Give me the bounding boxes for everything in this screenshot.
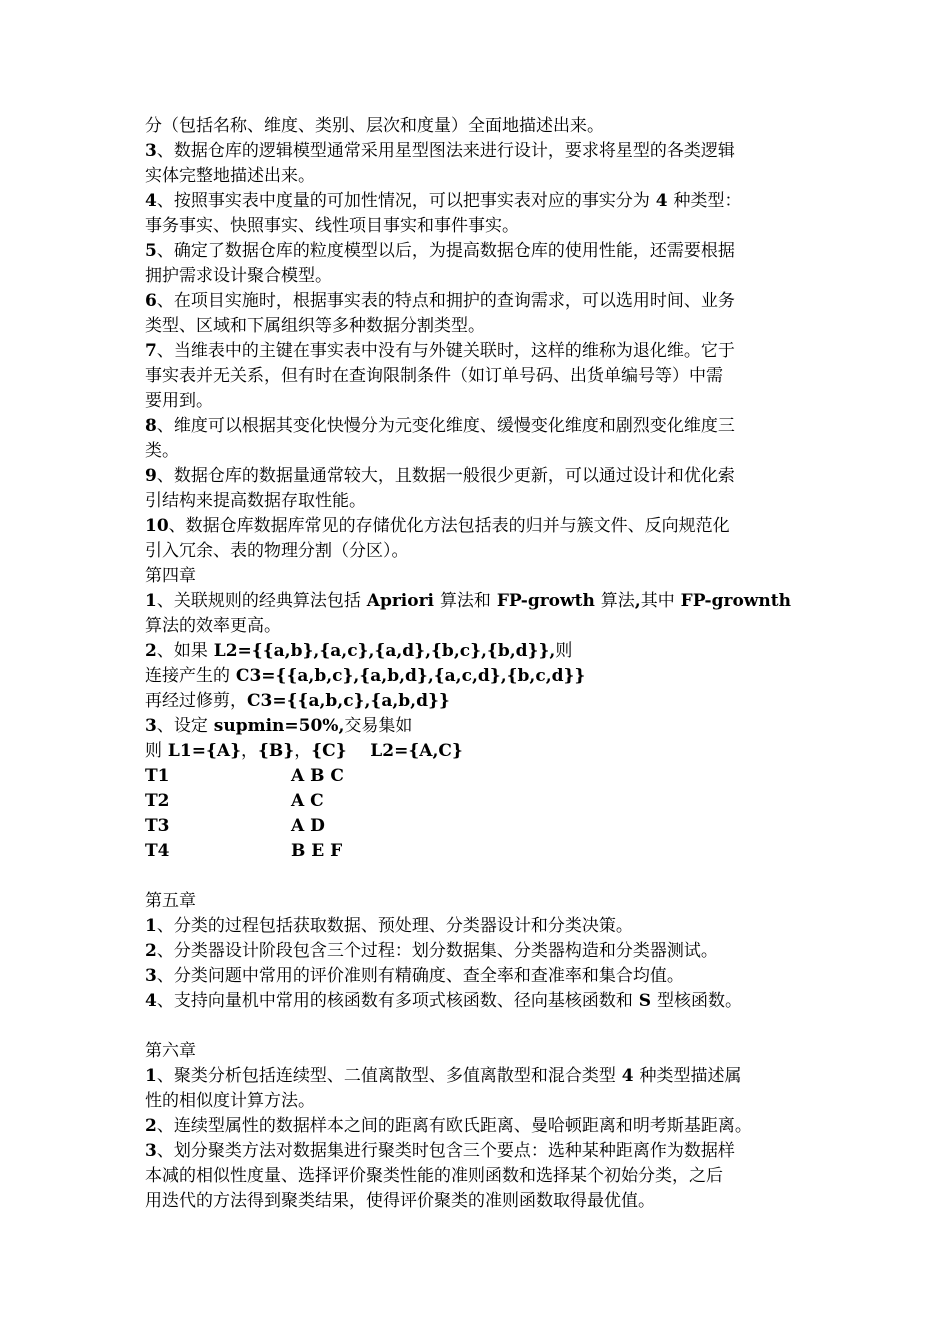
transaction-row xyxy=(145,839,810,864)
spacer xyxy=(145,864,810,889)
text-line: 事实表并无关系，但有时在查询限制条件（如订单号码、出货单编号等）中需 xyxy=(145,366,723,386)
text-line: 要用到。 xyxy=(145,391,213,411)
text-line: 2、分类器设计阶段包含三个过程：划分数据集、分类器构造和分类器测试。 xyxy=(145,941,718,961)
text-line: 3、分类问题中常用的评价准则有精确度、查全率和查准率和集合均值。 xyxy=(145,966,684,986)
text-block-chapter6 xyxy=(145,1039,810,1214)
transaction-items: A D xyxy=(291,816,325,836)
text-line: 实体完整地描述出来。 xyxy=(145,166,315,186)
text-line: 性的相似度计算方法。 xyxy=(145,1091,315,1111)
text-block-chapter3 xyxy=(145,114,810,764)
text-line: 分（包括名称、维度、类别、层次和度量）全面地描述出来。 xyxy=(145,116,604,136)
text-line: 6、在项目实施时，根据事实表的特点和拥护的查询需求，可以选用时间、业务 xyxy=(145,291,735,311)
text-line: 5、确定了数据仓库的粒度模型以后，为提高数据仓库的使用性能，还需要根据 xyxy=(145,241,735,261)
text-line: 用迭代的方法得到聚类结果，使得评价聚类的准则函数取得最优值。 xyxy=(145,1191,655,1211)
spacer xyxy=(145,1014,810,1039)
text-line: 7、当维表中的主键在事实表中没有与外键关联时，这样的维称为退化维。它于 xyxy=(145,341,735,361)
text-line: 类型、区域和下属组织等多种数据分割类型。 xyxy=(145,316,485,336)
text-line: 事务事实、快照事实、线性项目事实和事件事实。 xyxy=(145,216,519,236)
text-line: 1、关联规则的经典算法包括 Apriori 算法和 FP-growth 算法,其中 FP-grownth xyxy=(145,591,792,611)
document-page xyxy=(145,114,810,1214)
transaction-id: T3 xyxy=(145,816,170,836)
text-line: 第五章 xyxy=(145,891,196,911)
text-line: 9、数据仓库的数据量通常较大，且数据一般很少更新，可以通过设计和优化索 xyxy=(145,466,735,486)
text-line: 再经过修剪，C3={{a,b,c},{a,b,d}} xyxy=(145,691,450,711)
text-line: 拥护需求设计聚合模型。 xyxy=(145,266,332,286)
transaction-row xyxy=(145,789,810,814)
text-line: 第六章 xyxy=(145,1041,196,1061)
text-line: 引入冗余、表的物理分割（分区）。 xyxy=(145,541,409,561)
text-line: 1、分类的过程包括获取数据、预处理、分类器设计和分类决策。 xyxy=(145,916,633,936)
transaction-row xyxy=(145,814,810,839)
text-line: 3、数据仓库的逻辑模型通常采用星型图法来进行设计，要求将星型的各类逻辑 xyxy=(145,141,735,161)
transaction-id: T1 xyxy=(145,766,170,786)
transaction-items: A B C xyxy=(291,766,344,786)
text-line: 引结构来提高数据存取性能。 xyxy=(145,491,366,511)
text-line: 8、维度可以根据其变化快慢分为元变化维度、缓慢变化维度和剧烈变化维度三 xyxy=(145,416,735,436)
transaction-id: T2 xyxy=(145,791,170,811)
text-line: 算法的效率更高。 xyxy=(145,616,281,636)
text-line: 4、支持向量机中常用的核函数有多项式核函数、径向基核函数和 S 型核函数。 xyxy=(145,991,742,1011)
text-line: 第四章 xyxy=(145,566,196,586)
text-line: 则 L1={A}，{B}，{C} L2={A,C} xyxy=(145,741,463,761)
text-line: 2、如果 L2={{a,b},{a,c},{a,d},{b,c},{b,d}},则 xyxy=(145,641,573,661)
text-line: 连接产生的 C3={{a,b,c},{a,b,d},{a,c,d},{b,c,d}} xyxy=(145,666,586,686)
transaction-id: T4 xyxy=(145,841,170,861)
text-line: 1、聚类分析包括连续型、二值离散型、多值离散型和混合类型 4 种类型描述属 xyxy=(145,1066,742,1086)
text-line: 类。 xyxy=(145,441,179,461)
text-line: 本减的相似性度量、选择评价聚类性能的准则函数和选择某个初始分类，之后 xyxy=(145,1166,723,1186)
transaction-row xyxy=(145,764,810,789)
text-block-chapter5 xyxy=(145,889,810,1014)
text-line: 3、设定 supmin=50%,交易集如 xyxy=(145,716,413,736)
text-line: 10、数据仓库数据库常见的存储优化方法包括表的归并与簇文件、反向规范化 xyxy=(145,516,730,536)
text-line: 2、连续型属性的数据样本之间的距离有欧氏距离、曼哈顿距离和明考斯基距离。 xyxy=(145,1116,752,1136)
transaction-items: B E F xyxy=(291,841,343,861)
transaction-items: A C xyxy=(291,791,324,811)
transaction-table xyxy=(145,764,810,864)
text-line: 3、划分聚类方法对数据集进行聚类时包含三个要点：选种某种距离作为数据样 xyxy=(145,1141,735,1161)
text-line: 4、按照事实表中度量的可加性情况，可以把事实表对应的事实分为 4 种类型： xyxy=(145,191,742,211)
